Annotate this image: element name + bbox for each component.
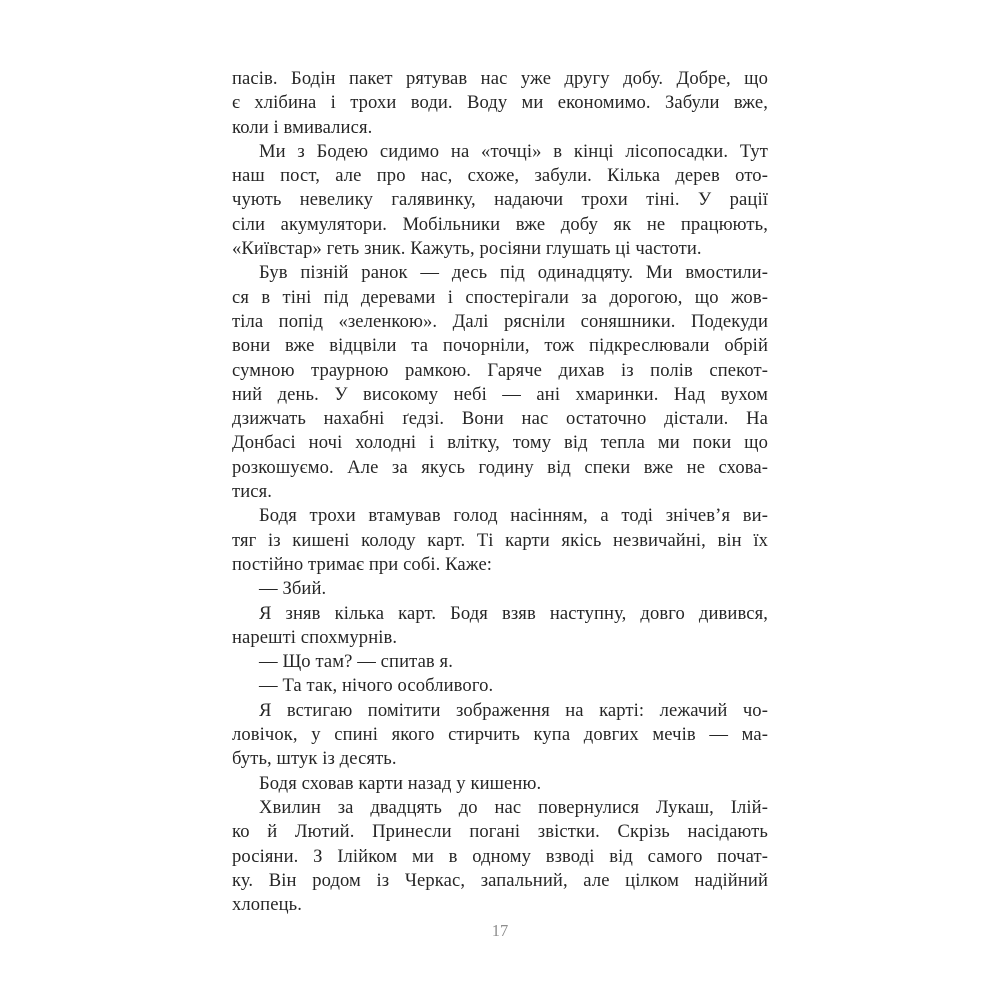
text-line: — Що там? — спитав я. [259,651,453,673]
text-line: росіяни. З Ілійком ми в одному взводі від самого почат- [232,845,768,867]
body-text [232,67,768,917]
text-line: тяг із кишені колоду карт. Ті карти якісь незвичайні, він їх [232,529,768,551]
text-line: пасів. Бодін пакет рятував нас уже другу добу. Добре, що [232,68,768,89]
text-line: сумною траурною рамкою. Гаряче дихав із полів спекот- [232,359,768,381]
text-line: «Київстар» геть зник. Кажуть, росіяни глушать ці частоти. [232,238,702,260]
text-line: Хвилин за двадцять до нас повернулися Лукаш, Ілій- [259,796,768,818]
text-line: ловічок, у спині якого стирчить купа довгих мечів — ма- [232,724,768,746]
text-line: сіли акумулятори. Мобільники вже добу як не працюють, [232,213,768,235]
text-line: тися. [232,481,273,503]
text-line: ку. Він родом із Черкас, запальний, але цілком надійний [232,869,768,891]
text-line: Донбасі ночі холодні і влітку, тому від тепла ми поки що [232,432,768,454]
text-line: Я зняв кілька карт. Бодя взяв наступну, довго дивився, [259,602,768,624]
text-line: ся в тіні під деревами і спостерігали за дорогою, що жов- [232,286,768,308]
text-line: Я встигаю помітити зображення на карті: лежачий чо- [259,699,768,721]
text-line: нарешті спохмурнів. [232,626,398,648]
text-line: є хлібина і трохи води. Воду ми економимо. Забули вже, [232,92,768,114]
text-line: наш пост, але про нас, схоже, забули. Кілька дерев ото- [232,165,768,187]
text-line: ний день. У високому небі — ані хмаринки. Над вухом [232,383,768,405]
text-line: — Збий. [259,578,327,600]
text-line: постійно тримає при собі. Каже: [232,553,493,575]
text-line: — Та так, нічого особливого. [259,675,494,697]
text-line: розкошуємо. Але за якусь годину від спеки вже не схова- [232,456,768,478]
text-line: вони вже відцвіли та почорніли, тож підкреслювали обрій [232,335,768,357]
text-line: буть, штук із десять. [232,748,397,770]
text-line: дзижчать нахабні ґедзі. Вони нас остаточно дістали. На [232,408,768,430]
text-line: коли і вмивалися. [232,116,373,138]
text-line: Був пізній ранок — десь під одинадцяту. Ми вмостили- [259,262,768,284]
text-line: тіла попід «зеленкою». Далі рясніли соняшники. Подекуди [232,310,768,332]
text-line: хлопець. [232,894,302,916]
text-line: чують невелику галявинку, надаючи трохи тіні. У рації [232,189,768,211]
text-line: Бодя сховав карти назад у кишеню. [259,772,542,794]
text-line: Ми з Бодею сидимо на «точці» в кінці лісопосадки. Тут [259,140,768,162]
text-line: ко й Лютий. Принесли погані звістки. Скрізь насідають [232,821,768,843]
page-number: 17 [491,921,509,940]
text-line: Бодя трохи втамував голод насінням, а тоді знічев’я ви- [259,505,768,527]
